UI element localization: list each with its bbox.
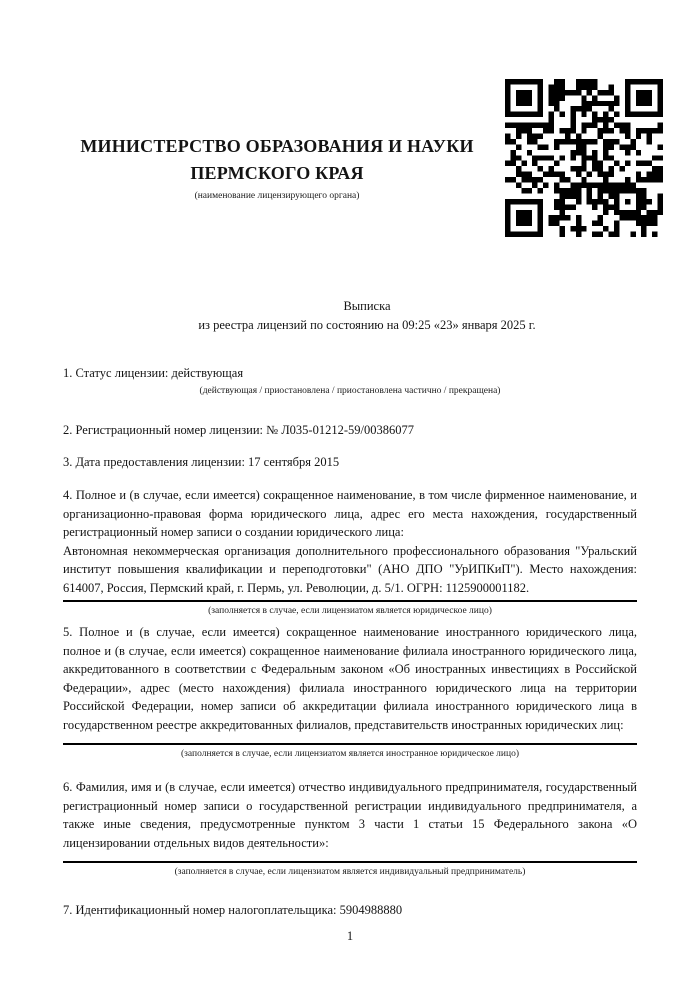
legal-entity-details: Автономная некоммерческая организация дополнительного профессионального образования "Уральский институт повышения квалификации и переподготовки" (АНО ДПО "УрИПКиП"). Место нахождения: 614007, Россия, Пермский край, г. Пермь, ул. Революции, д. 5/1. ОГРН: 1125900001182. <box>63 543 637 595</box>
legal-entity-field-line <box>63 600 637 602</box>
item-legal-entity <box>63 486 637 618</box>
foreign-entity-caption: (заполняется в случае, если лицензиатом является иностранное юридическое лицо) <box>181 749 519 759</box>
document-subtitle: из реестра лицензий по состоянию на 09:25 «23» января 2025 г. <box>198 318 536 332</box>
item-license-status <box>63 364 637 398</box>
license-status-label: 1. Статус лицензии: действующая <box>63 366 244 380</box>
page-number: 1 <box>346 929 354 943</box>
entrepreneur-field-line <box>63 861 637 863</box>
item-grant-date <box>63 453 637 472</box>
legal-entity-caption: (заполняется в случае, если лицензиатом является юридическое лицо) <box>208 606 492 616</box>
entrepreneur-section-label: 6. Фамилия, имя и (в случае, если имеется) отчество индивидуального предпринимателя, государственный регистрационный номер записи о государственной регистрации индивидуального предпринимателя, а также иные сведения, предусмотренные пунктом 3 части 1 статьи 15 Федерального закона «О лицензировании отдельных видов деятельности»: <box>63 780 637 850</box>
entrepreneur-caption: (заполняется в случае, если лицензиатом является индивидуальный предприниматель) <box>174 867 526 877</box>
grant-date-label: 3. Дата предоставления лицензии: 17 сентября 2015 <box>63 455 340 469</box>
license-status-options-caption: (действующая / приостановлена / приостановлена частично / прекращена) <box>199 385 501 396</box>
document-title-block <box>63 297 637 335</box>
legal-entity-section-label: 4. Полное и (в случае, если имеется) сокращенное наименование, в том числе фирменное наименование, и организационно-правовая форма юридического лица, адрес его места нахождения, государственный регистрационный номер записи о создании юридического лица: <box>63 488 637 539</box>
item-entrepreneur <box>63 778 637 879</box>
registration-number-label: 2. Регистрационный номер лицензии: № Л035-01212-59/00386077 <box>63 423 414 437</box>
licensing-authority-header <box>63 133 491 203</box>
ministry-name-line1: МИНИСТЕРСТВО ОБРАЗОВАНИЯ И НАУКИ <box>80 136 474 156</box>
foreign-entity-section-label: 5. Полное и (в случае, если имеется) сокращенное наименование иностранного юридического лица, полное и (в случае, если имеется) сокращенное наименование филиала иностранного юридического лица, аккредитованного в соответствии с Федеральным законом «Об иностранных инвестициях в Российской Федерации», адрес (место нахождения) филиала иностранного юридического лица на территории Российской Федерации, номер записи об аккредитации филиала иностранного юридического лица в государственном реестре аккредитованных филиалов, представительств иностранных юридических лиц: <box>63 625 637 732</box>
licensing-authority-caption: (наименование лицензирующего органа) <box>194 191 360 201</box>
foreign-entity-field-line <box>63 743 637 745</box>
item-registration-number <box>63 421 637 440</box>
ministry-name-line2: ПЕРМСКОГО КРАЯ <box>190 163 364 183</box>
document-title: Выписка <box>343 299 391 313</box>
item-foreign-entity <box>63 623 637 761</box>
taxpayer-number-label: 7. Идентификационный номер налогоплательщика: 5904988880 <box>63 903 403 917</box>
item-taxpayer-number <box>63 901 637 920</box>
qr-code-icon <box>505 79 663 237</box>
